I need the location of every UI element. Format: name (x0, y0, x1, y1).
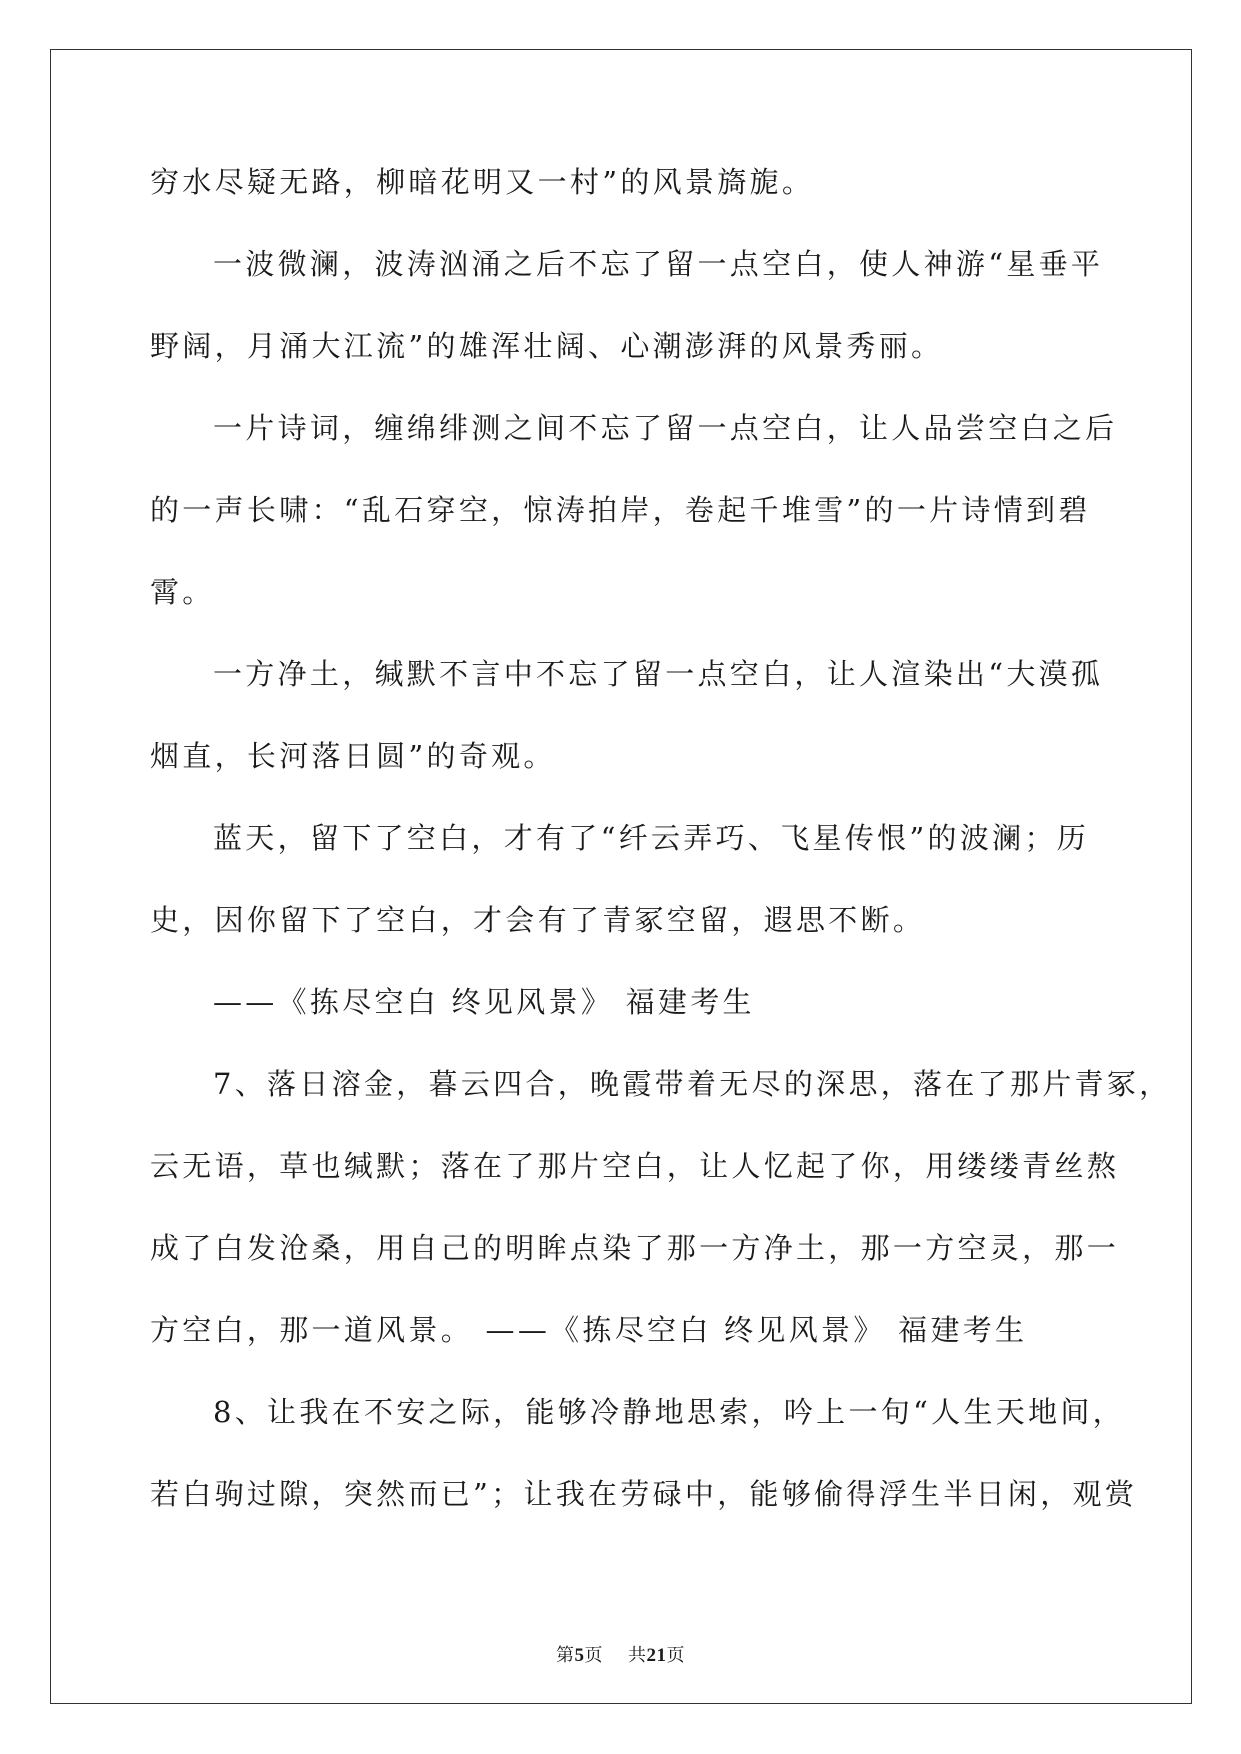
current-page-number: 5 (574, 1645, 585, 1666)
text-line: 史，因你留下了空白，才会有了青冢空留，遐思不断。 (150, 903, 926, 937)
text-line: 若白驹过隙，突然而已”；让我在劳碌中，能够偷得浮生半日闲，观赏 (150, 1477, 1138, 1511)
text-line: 霄。 (150, 575, 215, 609)
text-line: 穷水尽疑无路，柳暗花明又一村”的风景旖旎。 (150, 165, 815, 199)
total-pages-number: 21 (646, 1645, 667, 1666)
text-line: 烟直，长河落日圆”的奇观。 (150, 739, 556, 773)
paragraph-line: 7、落日溶金，暮云四合，晚霞带着无尽的深思，落在了那片青冢， (213, 1067, 1172, 1101)
text-line: 成了白发沧桑，用自己的明眸点染了那一方净土，那一方空灵，那一 (150, 1231, 1120, 1265)
paragraph-line: 蓝天，留下了空白，才有了“纤云弄巧、飞星传恨”的波澜；历 (213, 821, 1090, 855)
footer-page-unit: 页 (584, 1645, 604, 1666)
page-footer (0, 1641, 1241, 1667)
text-line: 野阔，月涌大江流”的雄浑壮阔、心潮澎湃的风景秀丽。 (150, 329, 944, 363)
text-line: 云无语，草也缄默；落在了那片空白，让人忆起了你，用缕缕青丝熬 (150, 1149, 1120, 1183)
paragraph-line: 一片诗词，缠绵绯测之间不忘了留一点空白，让人品尝空白之后 (213, 411, 1118, 445)
page-border (50, 49, 1192, 1704)
text-line: 方空白，那一道风景。 ——《拣尽空白 终见风景》 福建考生 (150, 1313, 1028, 1347)
footer-total-prefix: 共 (627, 1645, 647, 1666)
footer-prefix: 第 (556, 1645, 575, 1666)
paragraph-line: 一波微澜，波涛汹涌之后不忘了留一点空白，使人神游“星垂平 (213, 247, 1104, 281)
footer-total-unit: 页 (666, 1645, 685, 1666)
paragraph-line: 8、让我在不安之际，能够冷静地思索，吟上一句“人生天地间， (213, 1395, 1125, 1429)
attribution-line: ——《拣尽空白 终见风景》 福建考生 (213, 985, 755, 1019)
paragraph-line: 一方净土，缄默不言中不忘了留一点空白，让人渲染出“大漠孤 (213, 657, 1104, 691)
text-line: 的一声长啸：“乱石穿空，惊涛拍岸，卷起千堆雪”的一片诗情到碧 (150, 493, 1091, 527)
